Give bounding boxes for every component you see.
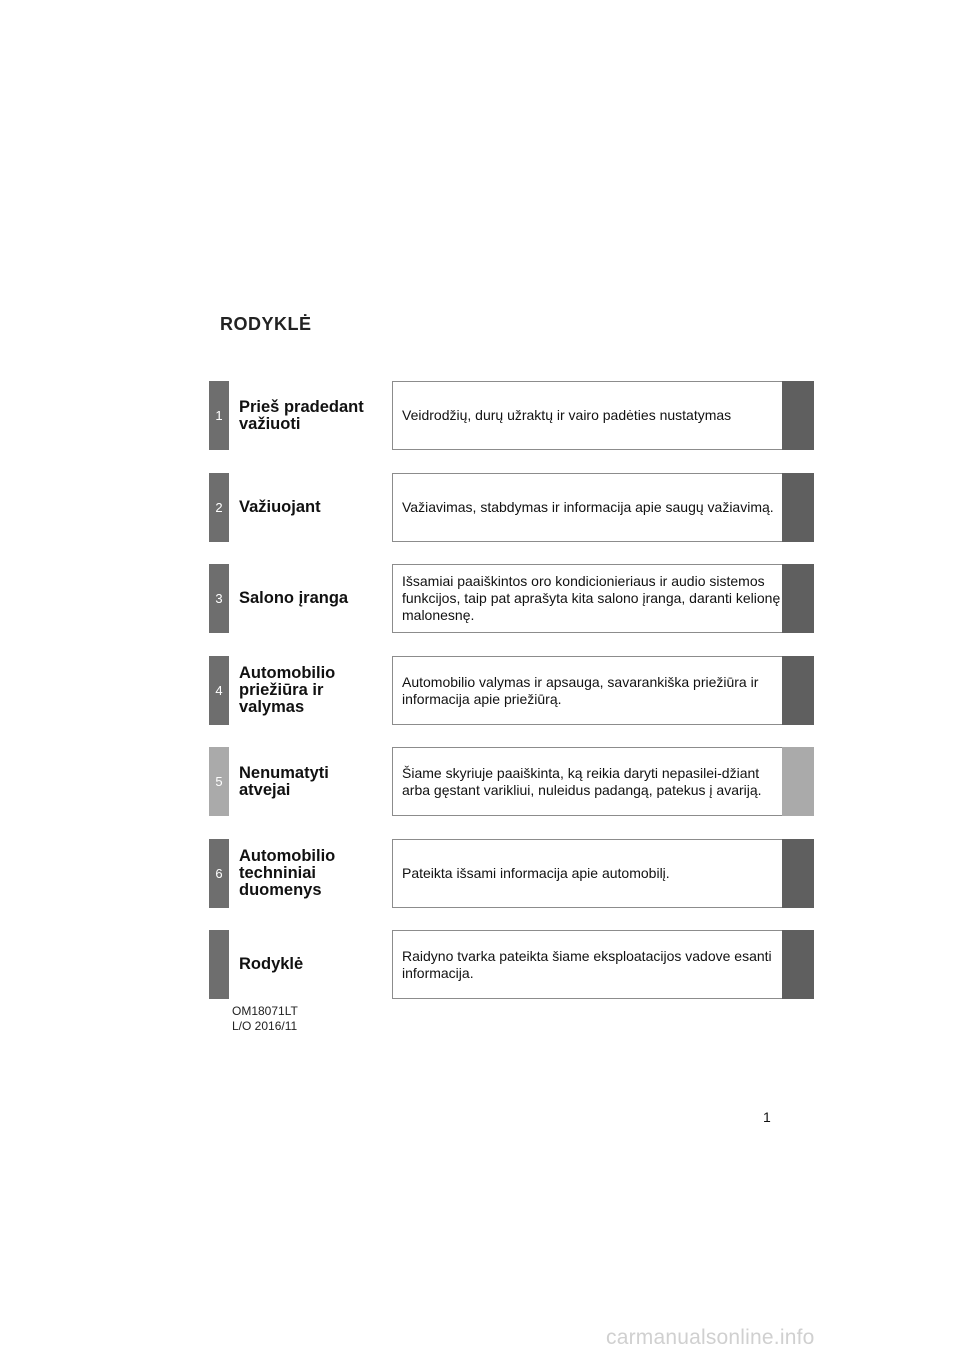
section-description: Išsamiai paaiškintos oro kondicionieriaus ir audio sistemos funkcijos, taip pat aprašyta kita salono įranga, daranti kelionę malonesnę. bbox=[402, 573, 781, 623]
section-edge-tab[interactable] bbox=[782, 473, 814, 542]
section-4[interactable] bbox=[209, 656, 814, 725]
section-edge-tab[interactable] bbox=[782, 930, 814, 999]
section-description-box bbox=[392, 747, 800, 816]
section-edge-tab[interactable] bbox=[782, 656, 814, 725]
section-description-box bbox=[392, 839, 800, 908]
section-title: Rodyklė bbox=[239, 955, 304, 973]
section-6[interactable] bbox=[209, 839, 814, 908]
section-1[interactable] bbox=[209, 381, 814, 450]
section-description: Važiavimas, stabdymas ir informacija apie saugų važiavimą. bbox=[402, 499, 774, 515]
page-title: RODYKLĖ bbox=[220, 314, 312, 334]
section-3[interactable] bbox=[209, 564, 814, 633]
document-edition: L/O 2016/11 bbox=[232, 1019, 298, 1033]
section-number-tab: 4 bbox=[209, 656, 229, 725]
section-description: Pateikta išsami informacija apie automobilį. bbox=[402, 865, 670, 881]
section-number-tab: 5 bbox=[209, 747, 229, 816]
section-edge-tab[interactable] bbox=[782, 839, 814, 908]
section-description-box bbox=[392, 656, 800, 725]
section-description: Veidrodžių, durų užraktų ir vairo padėties nustatymas bbox=[402, 407, 732, 423]
section-title: Automobilio priežiūra ir valymas bbox=[239, 664, 336, 716]
section-description-box bbox=[392, 930, 800, 999]
section-title: Automobilio techniniai duomenys bbox=[239, 847, 336, 899]
section-title: Važiuojant bbox=[239, 498, 321, 516]
section-description: Raidyno tvarka pateikta šiame eksploatacijos vadove esanti informacija. bbox=[402, 947, 772, 981]
section-number-tab: 1 bbox=[209, 381, 229, 450]
section-edge-tab[interactable] bbox=[782, 564, 814, 633]
section-title: Prieš pradedant važiuoti bbox=[239, 397, 364, 433]
section-5[interactable] bbox=[209, 747, 814, 816]
section-2[interactable] bbox=[209, 473, 814, 542]
section-title: Nenumatyti atvejai bbox=[239, 763, 329, 799]
section-description: Šiame skyriuje paaiškinta, ką reikia daryti nepasilei-džiant arba gęstant varikliui, nuleidus padangą, patekus į avariją. bbox=[402, 764, 762, 798]
section-number-tab: 3 bbox=[209, 564, 229, 633]
document-code-number: OM18071LT bbox=[232, 1004, 298, 1018]
section-number-tab bbox=[209, 930, 229, 999]
section-description-box bbox=[392, 381, 800, 450]
watermark-text: carmanualsonline.info bbox=[606, 1326, 815, 1349]
section-number-tab: 6 bbox=[209, 839, 229, 908]
section-description-box bbox=[392, 564, 800, 633]
section-description-box bbox=[392, 473, 800, 542]
section-edge-tab[interactable] bbox=[782, 381, 814, 450]
section-title: Salono įranga bbox=[239, 589, 349, 607]
section-description: Automobilio valymas ir apsauga, savarankiška priežiūra ir informacija apie priežiūrą. bbox=[402, 673, 759, 707]
section-index[interactable] bbox=[209, 930, 814, 999]
section-number-tab: 2 bbox=[209, 473, 229, 542]
section-edge-tab[interactable] bbox=[782, 747, 814, 816]
document-code bbox=[232, 1004, 298, 1034]
page-number: 1 bbox=[763, 1109, 771, 1125]
